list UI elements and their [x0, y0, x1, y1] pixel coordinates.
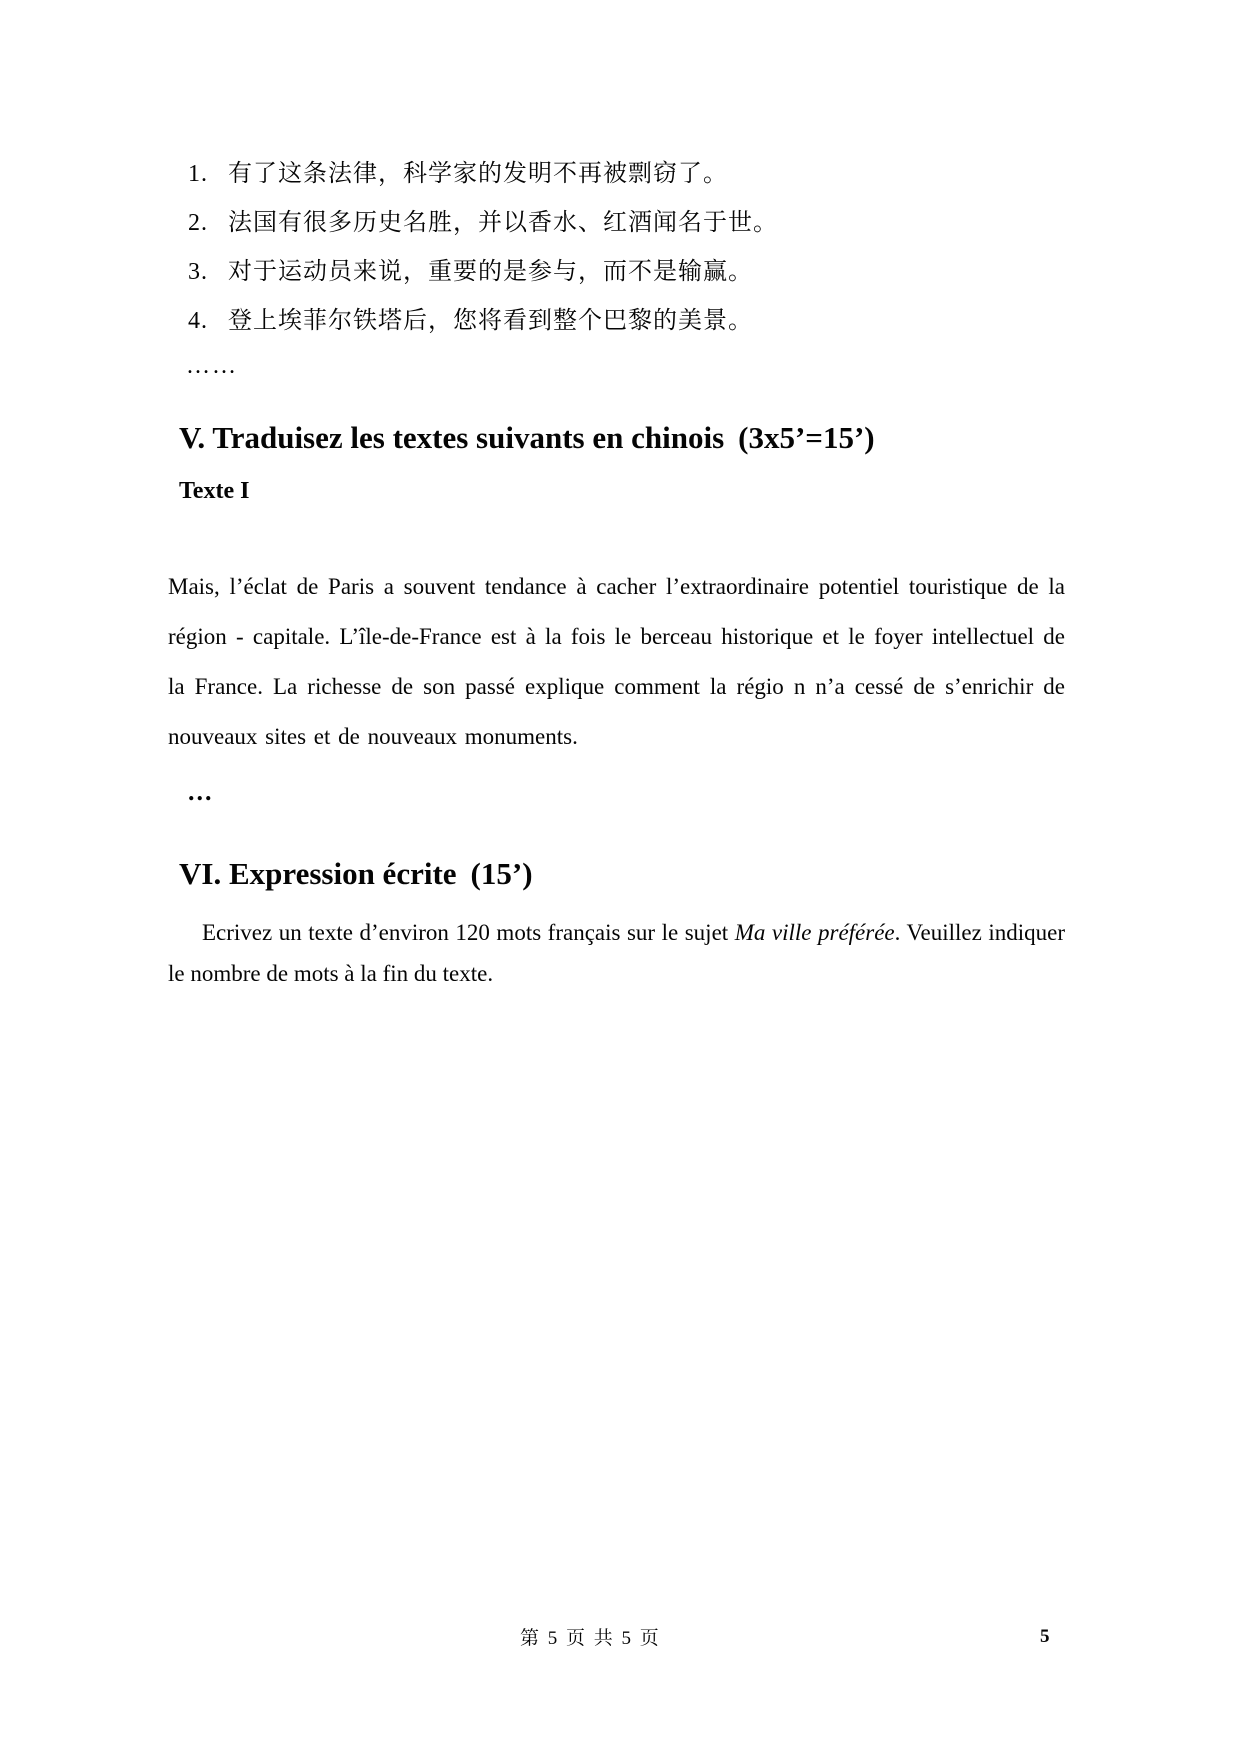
- list-item: [188, 297, 1088, 346]
- item-number: 3.: [188, 259, 208, 285]
- french-text-paragraph: Mais, l’éclat de Paris a souvent tendance à cacher l’extraordinaire potentiel touristique de la région - capitale. L’île-de-France est à la fois le berceau historique et le foyer intellectuel de la France. La richesse de son passé explique comment la régio n n’a cessé de s’enrichir de nouveaux sites et de nouveaux monuments.: [168, 574, 1065, 749]
- list-item: [188, 199, 1088, 248]
- section-vi-points: (15’): [470, 856, 533, 891]
- item-text: 有了这条法律，科学家的发明不再被剽窃了。: [228, 161, 728, 187]
- item-text: 登上埃菲尔铁塔后，您将看到整个巴黎的美景。: [228, 308, 753, 334]
- item-number: 4.: [188, 308, 208, 334]
- footer-page-indicator: 第 5 页 共 5 页: [520, 1628, 661, 1649]
- section-v-heading: [179, 418, 875, 458]
- list-item: [188, 150, 1088, 199]
- writing-task-text-end: . Veuillez indiquer le nombre de mots à la fin du texte.: [168, 920, 1066, 986]
- list-item: [188, 248, 1088, 297]
- section-vi-heading: [179, 854, 533, 894]
- writing-task-paragraph: [168, 912, 1065, 994]
- section-v-heading-text: V. Traduisez les textes suivants en chinois: [179, 420, 725, 455]
- paragraph-continuation-ellipsis: ...: [188, 777, 214, 806]
- texte-i-label: Texte I: [179, 478, 250, 504]
- section-v-points: (3x5’=15’): [738, 420, 875, 455]
- essay-subject-title: Ma ville préférée: [734, 920, 895, 945]
- items-continuation-ellipsis: ……: [186, 353, 238, 379]
- item-text: 对于运动员来说，重要的是参与，而不是输赢。: [228, 259, 753, 285]
- item-number: 2.: [188, 210, 208, 236]
- footer-page-number: 5: [1040, 1626, 1050, 1647]
- item-number: 1.: [188, 161, 208, 187]
- section-vi-heading-text: VI. Expression écrite: [179, 856, 457, 891]
- writing-task-text-start: Ecrivez un texte d’environ 120 mots français sur le sujet: [202, 920, 735, 945]
- chinese-sentence-list: [188, 150, 1088, 346]
- item-text: 法国有很多历史名胜，并以香水、红酒闻名于世。: [228, 210, 778, 236]
